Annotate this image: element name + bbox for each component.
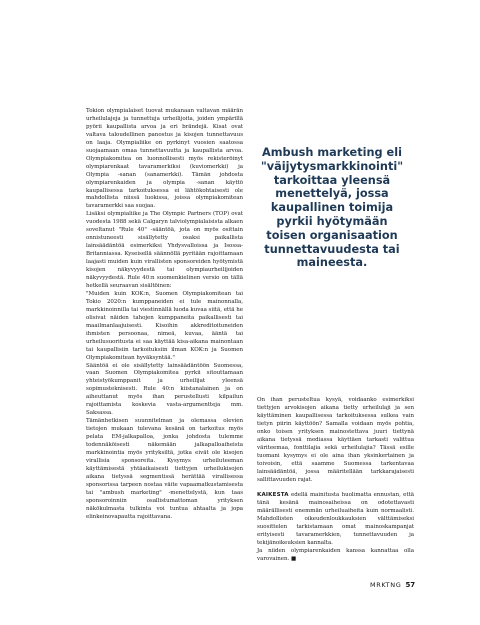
right-column — [257, 397, 414, 564]
pull-quote: Ambush marketing eli "väijytysmarkkinointi" tarkoittaa yleensä menettelyä, jossa kaupallinen toimija pyrkii hyötymään toisen organisaation tunnettavuudesta tai maineesta. — [260, 146, 404, 270]
rule-40-quote: "Muiden kuin KOK:n, Suomen Olympiakomitean tai Tokio 2020:n kumppaneiden ei tule mainonnalla, markkinoinnilla tai viestinnällä luoda kuvaa siitä, että he olisivat näiden tahojen kumppaneita paikallisesti tai maailmanlaajuisesti. Kisoihin akkreditoituneiden ihmisten persoonaa, nimeä, kuvaa, ääntä tai urheilusuoritusta ei saa käyttää kisa-aikana mainontaan tai kaupallisiin tarkoituksiin ilman KOK:n ja Suomen Olympiakomitean hyväksyntää." — [86, 290, 243, 361]
kaikesta-text: edellä mainitusta huolimatta ennustan, että tänä kesänä mainosaiheissa on odotettavasti määrällisesti enemmän urheiluaiheita kuin normaalisti. Mahdollisten oikeudenloukkauksien välttämiseksi suosittelen tarkistamaan omat mainoskampanjat erityisesti tavaramerkkien, tunnettavuuden ja tekijänoikeuksien kannalta. — [257, 492, 415, 547]
body-paragraph: On ihan perusteltua kysyä, voidaanko esimerkiksi tiettyjen arvokisojen aikana tietty urheilulaji ja sen käyttäminen kaupallisessa tarkoituksessa sulkea vain tietyn piirin käyttöön? Samalla voidaan myös pohtia, onko toisen yrityksen mainostettava juuri tiettynä aikana tietyssä mediassa käyttäen tarkasti valittua väriteemaa, fonttilajia sekä urheilulajia? Tässä esille tuomani kysymys ei ole aina ihan yksinkertainen ja toivoisin, että saamme Suomessa tarkentavaa lainsäädäntöä, jossa määritellään tarkkarajaisesti sallittavuuden rajat. — [257, 397, 414, 483]
end-mark: ■ — [290, 556, 297, 563]
body-paragraph: Lisäksi olympialiike ja The Olympic Partners (TOP) ovat vuodesta 1988 sekä Calgaryn talviolympialaisista alkaen soveltanut "Rule 40" -sääntöä, jota on myös osittain onnistuneesti sisällytetty osaksi paikallista lainsäädäntöä esimerkiksi Yhdysvalloissa ja Isossa-Britanniassa. Kyseisellä säännöllä pyritään rajoittamaan laajasti muiden kuin virallisten sponsoreiden hyötymistä kisojen näkyvyydestä tai olympiaurheilijoiden näkyvyydestä. Rule 40:n suomenkielinen versio on tällä hetkellä seuraavan sisältöinen: — [86, 211, 243, 289]
kaikesta-paragraph — [257, 492, 414, 548]
closing-text: Ja niiden olympiarenkaiden kanssa kannattaa olla varovainen. — [257, 548, 414, 563]
kaikesta-keyword: KAIKESTA — [257, 492, 289, 499]
body-paragraph: Tämänhetkisen suunnitelman ja olemassa olevien tietojen mukaan tulevana kesänä on tarkoitus myös pelata EM-jalkapalloa, jonka johdosta tulemme todennäköisesti näkemään jalkapalloaiheista markkinointia myös yrityksiltä, jotka eivät ole kisojen virallisia sponsoreita. Kysymys urheiluteeman käyttämisestä yhtäaikaisesti tiettyjen urheilukisojen aikana tietyssä segmentissä herättää virallisessa sponsorissa tarpeen nostaa väite vapaamatkustamisesta tai "ambush marketing" -menettelystä, kun taas sponsoroinniin osallistumattoman yrityksen näkökulmasta tulkinta voi tuntua ahtaalta ja jopa elinkeinovapautta rajoittavana. — [86, 418, 243, 520]
page-number: 57 — [405, 581, 416, 589]
body-paragraph: Sääntöä ei ole sisällytetty lainsäädäntöön Suomessa, vaan Suomen Olympiakomitea pyrkii sitouttamaan yhteistyökumppanit ja urheilijat yleensä sopimusteknisesti. Rule 40:n kiistanalainen ja on aiheuttanut myös ihan perustellusti kilpailun rajoittamista koskevia vasta-argumentteja mm. Saksassa. — [86, 362, 243, 417]
left-column — [86, 108, 243, 522]
closing-paragraph — [257, 548, 414, 564]
publication-name: MRKTNG — [370, 581, 402, 589]
page-footer — [370, 581, 415, 589]
body-paragraph: Tokion olympialaiset tuovat mukanaan valtavan määrän urheilulajeja ja tunnettuja urheilijoita, joiden ympärillä pyörii kaupallista arvoa ja eri brändejä. Kisat ovat valtava taloudellinen panostus ja kisojen tunnettavuus on laaja. Olympialiike on pyrkinyt vuosien saatossa suojaamaan omaa tunnettavuutta ja kaupallista arvoa. Olympiakomitea on luonnollisesti myös rekisteröinyt olympiarenkaat tavaramerkiksi (kuviomerkki) ja Olympia -sanan (sanamerkki). Tämän johdosta olympiarenkaiden ja olympia -sanan käyttö kaupallisessa tarkoituksessa ei lähtökohtaisesti ole mahdollista niissä luokissa, joissa olympiakomitean tavaramerkki saa suojaa. — [86, 108, 243, 210]
